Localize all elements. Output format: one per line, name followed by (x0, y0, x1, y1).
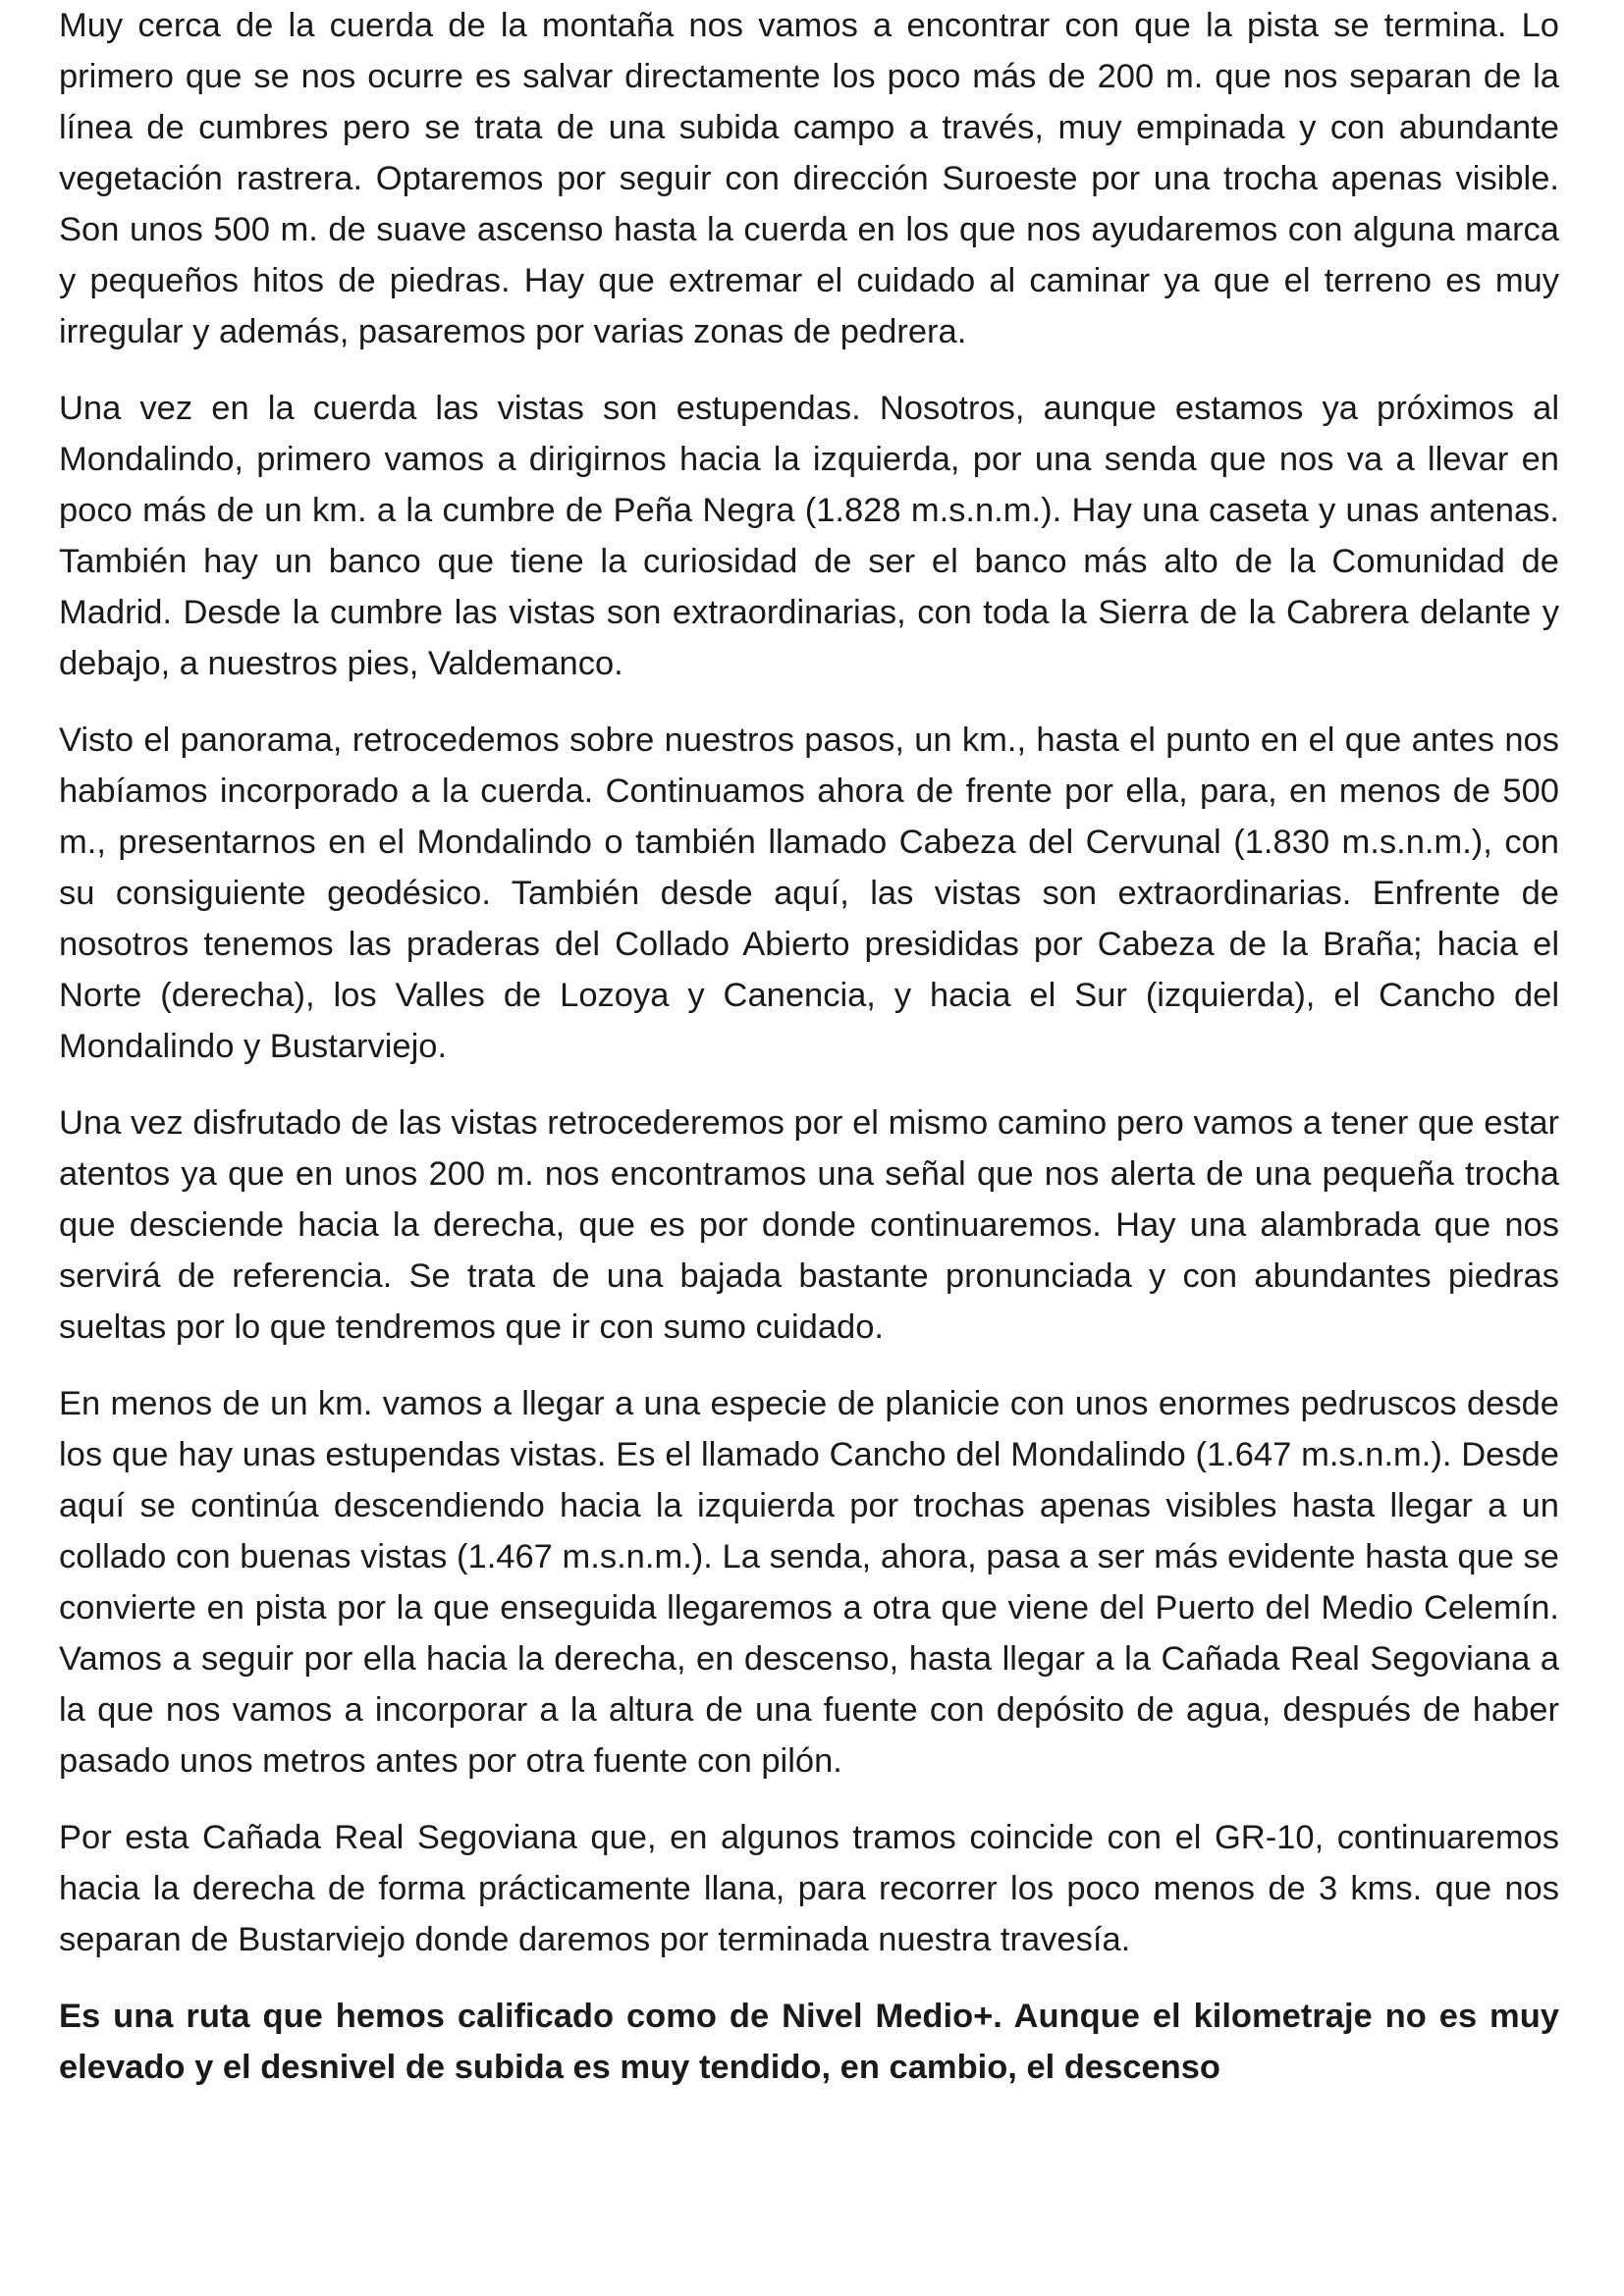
paragraph-descent-trail: Una vez disfrutado de las vistas retrocederemos por el mismo camino pero vamos a tener que estar atentos ya que en unos 200 m. nos encontramos una señal que nos alerta de una pequeña trocha que desciende hacia la derecha, que es por donde continuaremos. Hay una alambrada que nos servirá de referencia. Se trata de una bajada bastante pronunciada y con abundantes piedras sueltas por lo que tendremos que ir con sumo cuidado. (59, 1104, 1559, 1346)
paragraph-ridge-approach: Muy cerca de la cuerda de la montaña nos vamos a encontrar con que la pista se termina. Lo primero que se nos ocurre es salvar directamente los poco más de 200 m. que nos separan de la línea de cumbres pero se trata de una subida campo a través, muy empinada y con abundante vegetación rastrera. Optaremos por seguir con dirección Suroeste por una trocha apenas visible. Son unos 500 m. de suave ascenso hasta la cuerda en los que nos ayudaremos con alguna marca y pequeños hitos de piedras. Hay que extremar el cuidado al caminar ya que el terreno es muy irregular y además, pasaremos por varias zonas de pedrera. (59, 7, 1559, 350)
document-page (59, 0, 1559, 2093)
paragraph-mondalindo: Visto el panorama, retrocedemos sobre nuestros pasos, un km., hasta el punto en el que antes nos habíamos incorporado a la cuerda. Continuamos ahora de frente por ella, para, en menos de 500 m., presentarnos en el Mondalindo o también llamado Cabeza del Cervunal (1.830 m.s.n.m.), con su consiguiente geodésico. También desde aquí, las vistas son extraordinarias. Enfrente de nosotros tenemos las praderas del Collado Abierto presididas por Cabeza de la Braña; hacia el Norte (derecha), los Valles de Lozoya y Canencia, y hacia el Sur (izquierda), el Cancho del Mondalindo y Bustarviejo. (59, 721, 1559, 1065)
paragraph-cancho-mondalindo: En menos de un km. vamos a llegar a una especie de planicie con unos enormes pedruscos desde los que hay unas estupendas vistas. Es el llamado Cancho del Mondalindo (1.647 m.s.n.m.). Desde aquí se continúa descendiendo hacia la izquierda por trochas apenas visibles hasta llegar a un collado con buenas vistas (1.467 m.s.n.m.). La senda, ahora, pasa a ser más evidente hasta que se convierte en pista por la que enseguida llegaremos a otra que viene del Puerto del Medio Celemín. Vamos a seguir por ella hacia la derecha, en descenso, hasta llegar a la Cañada Real Segoviana a la que nos vamos a incorporar a la altura de una fuente con depósito de agua, después de haber pasado unos metros antes por otra fuente con pilón. (59, 1385, 1559, 1780)
paragraph-difficulty-summary: Es una ruta que hemos calificado como de Nivel Medio+. Aunque el kilometraje no es muy elevado y el desnivel de subida es muy tendido, en cambio, el descenso (59, 1998, 1559, 2086)
paragraph-canada-real: Por esta Cañada Real Segoviana que, en algunos tramos coincide con el GR-10, continuaremos hacia la derecha de forma prácticamente llana, para recorrer los poco menos de 3 kms. que nos separan de Bustarviejo donde daremos por terminada nuestra travesía. (59, 1819, 1559, 1958)
paragraph-pena-negra: Una vez en la cuerda las vistas son estupendas. Nosotros, aunque estamos ya próximos al Mondalindo, primero vamos a dirigirnos hacia la izquierda, por una senda que nos va a llevar en poco más de un km. a la cumbre de Peña Negra (1.828 m.s.n.m.). Hay una caseta y unas antenas. También hay un banco que tiene la curiosidad de ser el banco más alto de la Comunidad de Madrid. Desde la cumbre las vistas son extraordinarias, con toda la Sierra de la Cabrera delante y debajo, a nuestros pies, Valdemanco. (59, 390, 1559, 682)
